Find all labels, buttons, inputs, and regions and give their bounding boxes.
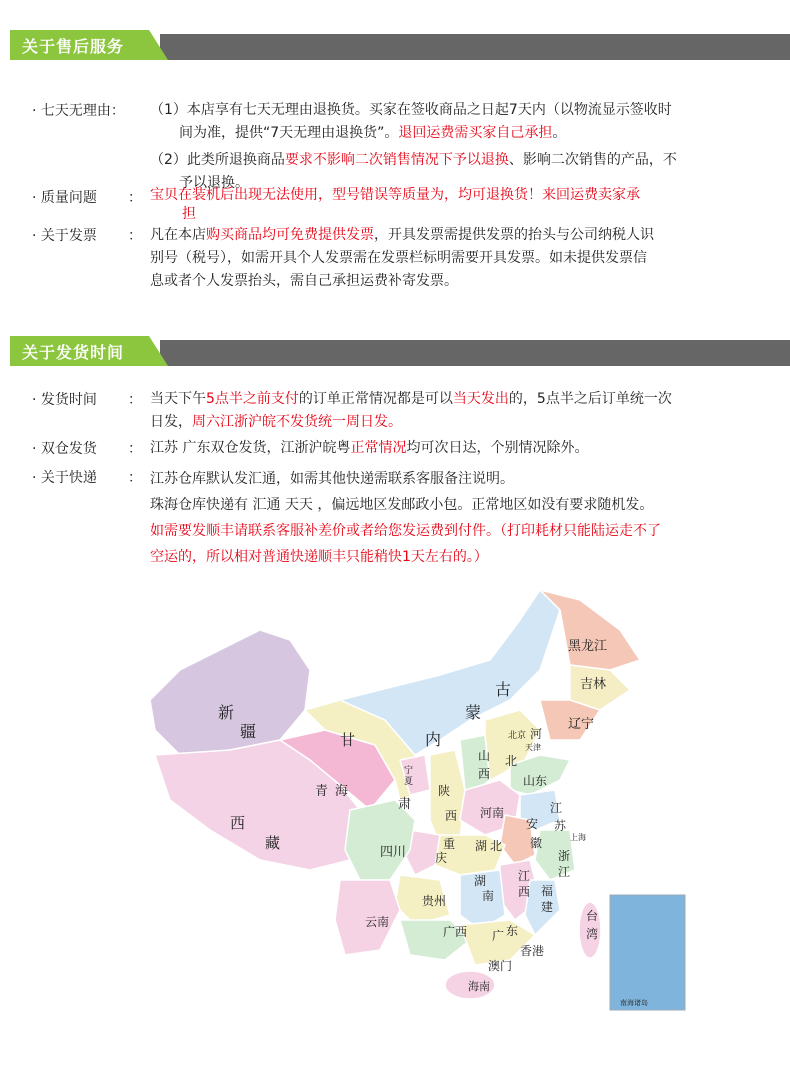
invoice-line-1	[150, 224, 750, 247]
label: 南	[482, 889, 495, 903]
label: 夏	[404, 777, 414, 787]
label: 西	[478, 767, 491, 781]
return-line-1: （1）本店享有七天无理由退换货。买家在签收商品之日起7天内（以物流显示签收时	[150, 102, 672, 118]
label: 北京	[508, 731, 527, 741]
warehouse-text	[150, 437, 750, 460]
label: 徽	[530, 836, 543, 850]
header-bar	[160, 340, 790, 366]
label: 黑龙江	[568, 639, 608, 654]
colon: ：	[128, 470, 142, 486]
highlight-text: 退回运费需买家自己承担	[398, 125, 553, 141]
label: 贵州	[422, 894, 447, 908]
highlight-text: 当天发出	[452, 391, 509, 407]
text: ，开具发票需提供发票的抬头与公司纳税人识	[374, 227, 654, 243]
south-china-sea-inset	[610, 895, 685, 1010]
label: 内	[425, 730, 442, 749]
label: 江	[550, 801, 563, 815]
label: 古	[495, 680, 512, 699]
return-policy-text	[150, 99, 750, 195]
quality-label: · 质量问题	[32, 190, 97, 206]
return-policy-label: · 七天无理由：	[32, 103, 125, 119]
text: 间为准，提供“7天无理由退换货”。	[179, 125, 399, 141]
highlight-text: 正常情况	[350, 440, 407, 456]
text: 凡在本店	[150, 227, 206, 243]
shipping-line-2	[150, 411, 750, 434]
label: 云南	[365, 915, 390, 929]
label: 蒙	[465, 703, 482, 722]
label: 湾	[586, 927, 599, 941]
label: 山东	[523, 774, 548, 788]
label: 海	[335, 784, 349, 799]
express-line-1: 江苏仓库默认发汇通，如需其他快递需联系客服备注说明。	[150, 471, 514, 487]
label: 四川	[380, 845, 407, 860]
label: 北	[490, 839, 503, 853]
shipping-time-label: · 发货时间	[32, 392, 97, 408]
label: 北	[505, 754, 518, 768]
colon: ：	[128, 190, 142, 206]
invoice-line-2: 别号（税号），如需开具个人发票需在发票栏标明需要开具发票。如未提供发票信	[150, 250, 647, 266]
invoice-label: · 关于发票	[32, 228, 97, 244]
section-header-after-sales	[0, 30, 790, 60]
header-bar	[160, 34, 790, 60]
invoice-text	[150, 224, 750, 293]
highlight-text: 要求不影响二次销售情况下予以退换	[284, 152, 509, 168]
label: 吉林	[580, 677, 607, 692]
label: 澳门	[488, 959, 513, 973]
label: 河南	[480, 806, 505, 820]
region-sichuan	[345, 800, 415, 880]
label: 苏	[554, 819, 567, 833]
label: 青	[315, 784, 329, 799]
highlight-text: 购买商品均可免费提供发票	[206, 227, 374, 243]
quality-text	[150, 186, 750, 224]
label: 海南	[468, 980, 490, 993]
label: 庆	[435, 851, 448, 865]
label: 重	[443, 837, 456, 851]
section-title: 关于发货时间	[22, 343, 125, 362]
label: 香港	[520, 944, 545, 958]
text: 担	[182, 206, 196, 222]
label: 山	[478, 749, 491, 763]
shipping-line-1	[150, 388, 750, 411]
express-label: · 关于快递	[32, 470, 97, 486]
label: 西	[230, 814, 246, 832]
label: 宁	[404, 766, 414, 776]
section-header-shipping	[0, 336, 790, 366]
label: 西	[518, 885, 531, 899]
warehouse-label: · 双仓发货	[32, 441, 97, 457]
label: 上海	[570, 833, 586, 842]
return-line-3	[150, 149, 750, 172]
label: 湖	[475, 839, 488, 853]
region-xinjiang	[150, 630, 310, 755]
text: 当天下午	[150, 391, 206, 407]
label: 辽宁	[568, 717, 595, 732]
shipping-time-text	[150, 388, 750, 434]
label: 陕	[438, 784, 451, 798]
text: 的订单正常情况都是可以	[298, 391, 453, 407]
label: 甘	[340, 731, 356, 749]
label: 东	[506, 924, 519, 938]
text: 日发，	[150, 414, 192, 430]
label: 新	[218, 703, 235, 722]
return-line-2	[150, 122, 750, 145]
label: 河	[530, 727, 543, 741]
express-line-4: 空运的，所以相对普通快递顺丰只能稍快1天左右的。）	[150, 549, 488, 565]
china-map	[140, 580, 700, 1020]
label: 广西	[443, 925, 468, 939]
label: 湖	[474, 874, 487, 888]
text: 宝贝在装机后出现无法使用，型号错误等质量为，均可退换货！来回运费卖家承	[150, 187, 640, 203]
label: 江	[558, 865, 571, 879]
label: 天津	[525, 743, 541, 752]
express-text	[150, 466, 750, 570]
label: 浙	[558, 849, 571, 863]
label: 台	[586, 909, 599, 923]
text: （2）此类所退换商品	[150, 152, 285, 168]
inset-label: 南海诸岛	[620, 999, 648, 1007]
label: 福	[541, 884, 554, 898]
invoice-line-3: 息或者个人发票抬头，需自己承担运费补寄发票。	[150, 273, 458, 289]
colon: ：	[128, 441, 142, 457]
return-line-4: 予以退换。	[179, 175, 249, 191]
text: 均可次日达，个别情况除外。	[406, 440, 589, 456]
label: 安	[526, 817, 539, 831]
text: 江苏 广东双仓发货，江浙沪皖粤	[150, 440, 351, 456]
label: 西	[445, 809, 458, 823]
colon: ：	[128, 228, 142, 244]
text: 、影响二次销售的产品，不	[508, 152, 677, 168]
text: 的，5点半之后订单统一次	[508, 391, 672, 407]
text: 。	[552, 125, 567, 141]
label: 广	[492, 929, 505, 943]
label: 藏	[265, 834, 281, 852]
label: 疆	[240, 722, 257, 741]
colon: ：	[128, 392, 142, 408]
express-line-2: 珠海仓库快递有 汇通 天天 ，偏远地区发邮政小包。正常地区如没有要求随机发。	[150, 497, 654, 513]
label: 肃	[398, 797, 412, 812]
section-title: 关于售后服务	[22, 37, 125, 56]
region-heilongjiang	[540, 590, 640, 670]
highlight-text: 5点半之前支付	[206, 391, 299, 407]
highlight-text: 周六江浙沪皖不发货统一周日发。	[192, 414, 402, 430]
express-line-3: 如需要发顺丰请联系客服补差价或者给您发运费到付件。（打印耗材只能陆运走不了	[150, 523, 661, 539]
label: 建	[541, 900, 554, 914]
label: 江	[518, 869, 531, 883]
